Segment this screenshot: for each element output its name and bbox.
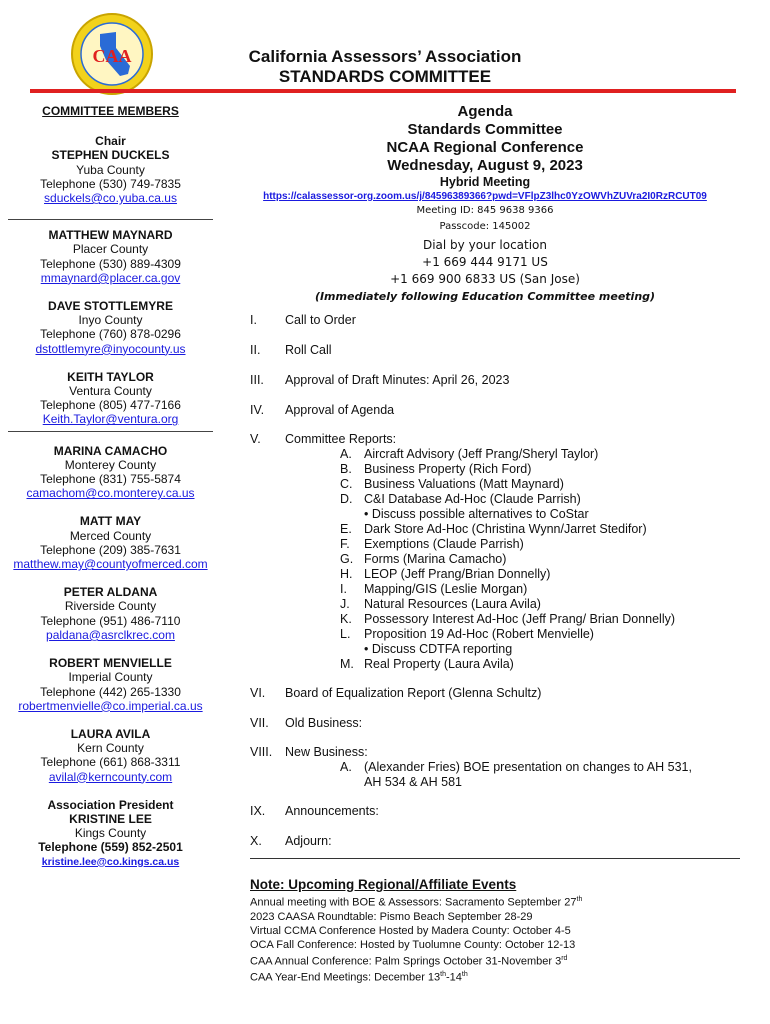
report-letter: A.	[340, 447, 352, 461]
item-text: Call to Order	[285, 313, 356, 327]
member-email-link[interactable]: paldana@asrclkrec.com	[46, 627, 175, 642]
member-email-link[interactable]: robertmenvielle@co.imperial.ca.us	[18, 698, 203, 713]
report-text: Aircraft Advisory (Jeff Prang/Sheryl Taylor)	[364, 447, 599, 461]
member-card	[8, 299, 213, 356]
report-text: Possessory Interest Ad-Hoc (Jeff Prang/ Brian Donnelly)	[364, 612, 676, 626]
zoom-link[interactable]: https://calassessor-org.zoom.us/j/84596389366?pwd=VFlpZ3lhc0YzOWVhZUVra2I0RzRCUT09	[263, 191, 707, 202]
member-phone: Telephone (831) 755-5874	[40, 472, 181, 487]
report-item	[340, 447, 598, 462]
report-letter: I.	[340, 582, 347, 596]
events-title: Note: Upcoming Regional/Affiliate Events	[250, 877, 517, 892]
report-letter: M.	[340, 657, 354, 671]
member-phone: Telephone (530) 749-7835	[40, 176, 181, 191]
member-name: KRISTINE LEE	[69, 811, 152, 826]
event-text: CAA Annual Conference: Palm Springs October 31-November 3	[250, 955, 562, 968]
member-county: Kern County	[77, 741, 144, 756]
report-text: Dark Store Ad-Hoc (Christina Wynn/Jarret Stedifor)	[364, 522, 647, 536]
report-item	[340, 492, 581, 507]
member-name: MATTHEW MAYNARD	[48, 228, 173, 243]
report-letter: L.	[340, 627, 351, 641]
member-card	[8, 370, 213, 427]
agenda-title: Agenda	[457, 103, 513, 120]
member-county: Merced County	[69, 528, 152, 543]
upcoming-events	[250, 877, 740, 985]
agenda-date: Wednesday, August 9, 2023	[387, 157, 583, 174]
report-letter: F.	[340, 537, 350, 551]
member-card	[8, 228, 213, 285]
report-item	[340, 462, 531, 477]
ordinal-suffix: th	[576, 896, 583, 903]
event-line	[250, 952, 740, 969]
member-name: LAURA AVILA	[70, 726, 151, 741]
item-text: Roll Call	[285, 343, 332, 357]
member-card	[8, 656, 213, 713]
report-letter: G.	[340, 552, 354, 566]
member-card	[8, 585, 213, 642]
report-item	[340, 567, 550, 582]
event-line: OCA Fall Conference: Hosted by Tuolumne County: October 12-13	[250, 938, 576, 951]
member-phone: Telephone (951) 486-7110	[40, 613, 181, 628]
divider	[8, 219, 213, 220]
member-phone: Telephone (442) 265-1330	[40, 684, 181, 699]
report-item	[340, 612, 675, 627]
item-text: New Business:	[285, 745, 368, 759]
item-text: Announcements:	[285, 804, 379, 818]
agenda-conference: NCAA Regional Conference	[386, 139, 584, 156]
report-letter: H.	[340, 567, 353, 581]
report-item	[340, 582, 527, 597]
divider	[8, 431, 213, 432]
report-letter: E.	[340, 522, 352, 536]
org-name: California Assessors’ Association	[248, 47, 522, 66]
committee-members-sidebar	[8, 104, 213, 883]
new-business-item	[340, 760, 692, 775]
item-number: V.	[250, 432, 261, 446]
item-number: VI.	[250, 686, 266, 700]
member-email-link[interactable]: Keith.Taylor@ventura.org	[42, 412, 179, 427]
item-text: Board of Equalization Report (Glenna Schultz)	[285, 686, 542, 700]
event-line: 2023 CAASA Roundtable: Pismo Beach September 28-29	[250, 910, 533, 923]
item-number: I.	[250, 313, 257, 327]
member-role: Association President	[47, 797, 174, 812]
member-email-link[interactable]: matthew.may@countyofmerced.com	[13, 557, 208, 572]
passcode: Passcode: 145002	[439, 221, 531, 232]
item-number: IX.	[250, 804, 266, 818]
event-text: -14	[446, 971, 462, 984]
member-county: Riverside County	[64, 599, 157, 614]
report-text: C&I Database Ad-Hoc (Claude Parrish)	[364, 492, 581, 506]
report-item	[340, 477, 564, 492]
item-text: Committee Reports:	[285, 432, 397, 446]
meeting-id: Meeting ID: 845 9638 9366	[416, 205, 554, 216]
report-letter: C.	[340, 477, 353, 491]
member-role: Chair	[95, 134, 126, 149]
member-card	[8, 514, 213, 571]
committee-members-heading: COMMITTEE MEMBERS	[42, 104, 179, 118]
report-item	[340, 552, 506, 567]
header-divider	[30, 89, 736, 93]
member-county: Placer County	[72, 242, 149, 257]
report-text: Real Property (Laura Avila)	[364, 657, 514, 671]
organization-title	[200, 47, 570, 87]
event-text: Annual meeting with BOE & Assessors: Sacramento September 27	[250, 896, 577, 909]
member-phone: Telephone (209) 385-7631	[40, 542, 181, 557]
svg-text:CAA: CAA	[92, 46, 132, 66]
item-number: III.	[250, 373, 264, 387]
event-line: Virtual CCMA Conference Hosted by Madera County: October 4-5	[250, 924, 571, 937]
item-text: Approval of Draft Minutes: April 26, 2023	[285, 373, 510, 387]
report-item	[340, 597, 541, 612]
member-county: Monterey County	[64, 457, 157, 472]
member-phone: Telephone (530) 889-4309	[40, 256, 181, 271]
member-county: Kings County	[74, 826, 147, 841]
member-card	[8, 798, 213, 869]
member-county: Inyo County	[78, 313, 143, 328]
report-text: Exemptions (Claude Parrish)	[364, 537, 524, 551]
caa-logo	[70, 12, 154, 96]
member-email-link[interactable]: dstottlemyre@inyocounty.us	[35, 341, 186, 356]
report-text: Mapping/GIS (Leslie Morgan)	[364, 582, 528, 596]
hybrid-meeting-label: Hybrid Meeting	[439, 175, 531, 189]
agenda-committee: Standards Committee	[407, 121, 563, 138]
item-text: Adjourn:	[285, 834, 332, 848]
member-phone: Telephone (559) 852-2501	[38, 840, 183, 855]
member-county: Ventura County	[69, 384, 152, 399]
member-card	[8, 727, 213, 784]
member-county: Yuba County	[76, 162, 145, 177]
new-business-continued: AH 534 & AH 581	[364, 775, 462, 789]
item-number: X.	[250, 834, 262, 848]
item-number: VII.	[250, 716, 269, 730]
report-letter: B.	[340, 462, 352, 476]
member-phone: Telephone (760) 878-0296	[40, 327, 181, 342]
committee-name: STANDARDS COMMITTEE	[278, 67, 492, 86]
member-county: Imperial County	[68, 670, 153, 685]
item-number: IV.	[250, 403, 265, 417]
report-item	[340, 522, 647, 537]
report-letter: J.	[340, 597, 350, 611]
member-email-link[interactable]: sduckels@co.yuba.ca.us	[44, 191, 177, 206]
report-text: (Alexander Fries) BOE presentation on changes to AH 531,	[364, 760, 692, 774]
event-text: CAA Year-End Meetings: December 13	[250, 971, 441, 984]
member-email-link[interactable]: avilal@kerncounty.com	[48, 769, 173, 784]
member-name: MARINA CAMACHO	[53, 443, 168, 458]
member-name: KEITH TAYLOR	[67, 369, 154, 384]
member-name: STEPHEN DUCKELS	[51, 148, 170, 163]
report-text: LEOP (Jeff Prang/Brian Donnelly)	[364, 567, 551, 581]
report-letter: K.	[340, 612, 352, 626]
member-phone: Telephone (661) 868-3311	[40, 755, 181, 770]
report-text: Natural Resources (Laura Avila)	[364, 597, 541, 611]
item-text: Old Business:	[285, 716, 363, 730]
report-letter: A.	[340, 760, 352, 774]
member-name: DAVE STOTTLEMYRE	[48, 299, 173, 314]
report-text: Business Property (Rich Ford)	[364, 462, 532, 476]
member-name: PETER ALDANA	[63, 585, 158, 600]
member-card	[8, 134, 213, 205]
event-line	[250, 968, 740, 985]
meeting-note: (Immediately following Education Committee meeting)	[314, 290, 656, 303]
report-item	[340, 627, 594, 642]
report-item	[340, 657, 514, 672]
report-text: Business Valuations (Matt Maynard)	[364, 477, 564, 491]
report-item	[340, 537, 524, 552]
event-line	[250, 893, 740, 910]
ordinal-suffix: th	[440, 971, 447, 979]
ordinal-suffix: th	[461, 971, 468, 979]
report-letter: D.	[340, 492, 353, 506]
ordinal-suffix: rd	[561, 954, 568, 962]
member-email-link[interactable]: mmaynard@placer.ca.gov	[40, 270, 181, 285]
member-card	[8, 444, 213, 501]
dial-label: Dial by your location	[422, 238, 548, 252]
member-email-link[interactable]: kristine.lee@co.kings.ca.us	[41, 855, 180, 868]
report-text: Proposition 19 Ad-Hoc (Robert Menvielle)	[364, 627, 594, 641]
item-text: Approval of Agenda	[285, 403, 395, 417]
member-phone: Telephone (805) 477-7166	[40, 398, 181, 413]
dial-phone-1: +1 669 444 9171 US	[422, 255, 548, 269]
item-number: II.	[250, 343, 261, 357]
report-bullet: • Discuss possible alternatives to CoStar	[364, 507, 589, 521]
report-bullet: • Discuss CDTFA reporting	[364, 642, 513, 656]
events-divider	[250, 858, 740, 859]
item-number: VIII.	[250, 745, 273, 759]
member-email-link[interactable]: camachom@co.monterey.ca.us	[26, 486, 195, 501]
report-text: Forms (Marina Camacho)	[364, 552, 507, 566]
member-name: MATT MAY	[79, 514, 142, 529]
member-name: ROBERT MENVIELLE	[49, 656, 172, 671]
agenda-header	[240, 103, 730, 306]
dial-phone-2: +1 669 900 6833 US (San Jose)	[390, 272, 580, 286]
